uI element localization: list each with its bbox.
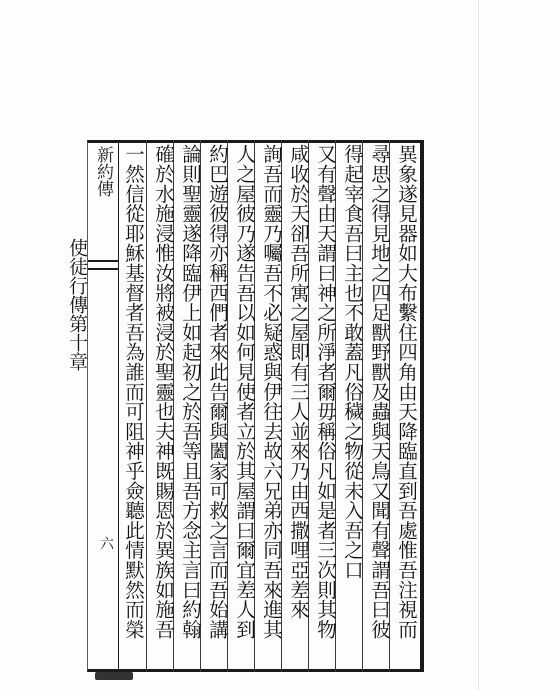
text-column-11: 一然信從耶穌基督者吾為誰而可阻神乎僉聽此情默然而榮 xyxy=(122,144,145,639)
text-column-2: 尋思之得見地之四足獸野獸及蟲與天鳥又聞有聲謂吾曰彼 xyxy=(368,144,391,639)
book-title: 新約傳 xyxy=(93,146,113,197)
text-column-1: 異象遂見器如大布繫住四角由天降臨直到吾處惟吾注視而 xyxy=(395,144,418,639)
text-column-8: 約巴遊彼得亦稱西們者來此告爾與闔家可救之言而吾始講 xyxy=(206,144,229,639)
ink-mark xyxy=(95,672,133,680)
text-column-3: 得起宰食吾曰主也不敢蓋凡俗穢之物從未入吾之口 xyxy=(341,144,364,580)
banxin-border xyxy=(118,140,119,672)
leaf-number: 六 xyxy=(98,536,114,550)
text-column-10: 確於水施浸惟汝將被浸於聖靈也夫神既賜恩於異族如施吾 xyxy=(152,144,175,639)
text-column-5: 咸收於天卻吾所寓之屋即有三人並來乃由西撒哩亞差來 xyxy=(287,144,310,620)
chapter-title: 使徒行傳第十章 xyxy=(66,238,88,371)
text-column-9: 論則聖靈遂降臨伊上如起初之於吾等且吾方念主言曰約翰 xyxy=(179,144,202,639)
banxin-center-column xyxy=(66,146,116,666)
text-column-7: 人之屋彼乃遂告吾以如何見使者立於其屋謂曰爾宜差人到 xyxy=(233,144,256,639)
text-body xyxy=(120,144,420,668)
text-column-4: 又有聲由天謂曰神之所淨者爾毋稱俗凡如是者三次則其物 xyxy=(314,144,337,639)
page-fold-line xyxy=(478,0,479,690)
text-column-6: 詢吾而靈乃囑吾不必疑惑與伊往去故六兄弟亦同吾來進其 xyxy=(260,144,283,639)
